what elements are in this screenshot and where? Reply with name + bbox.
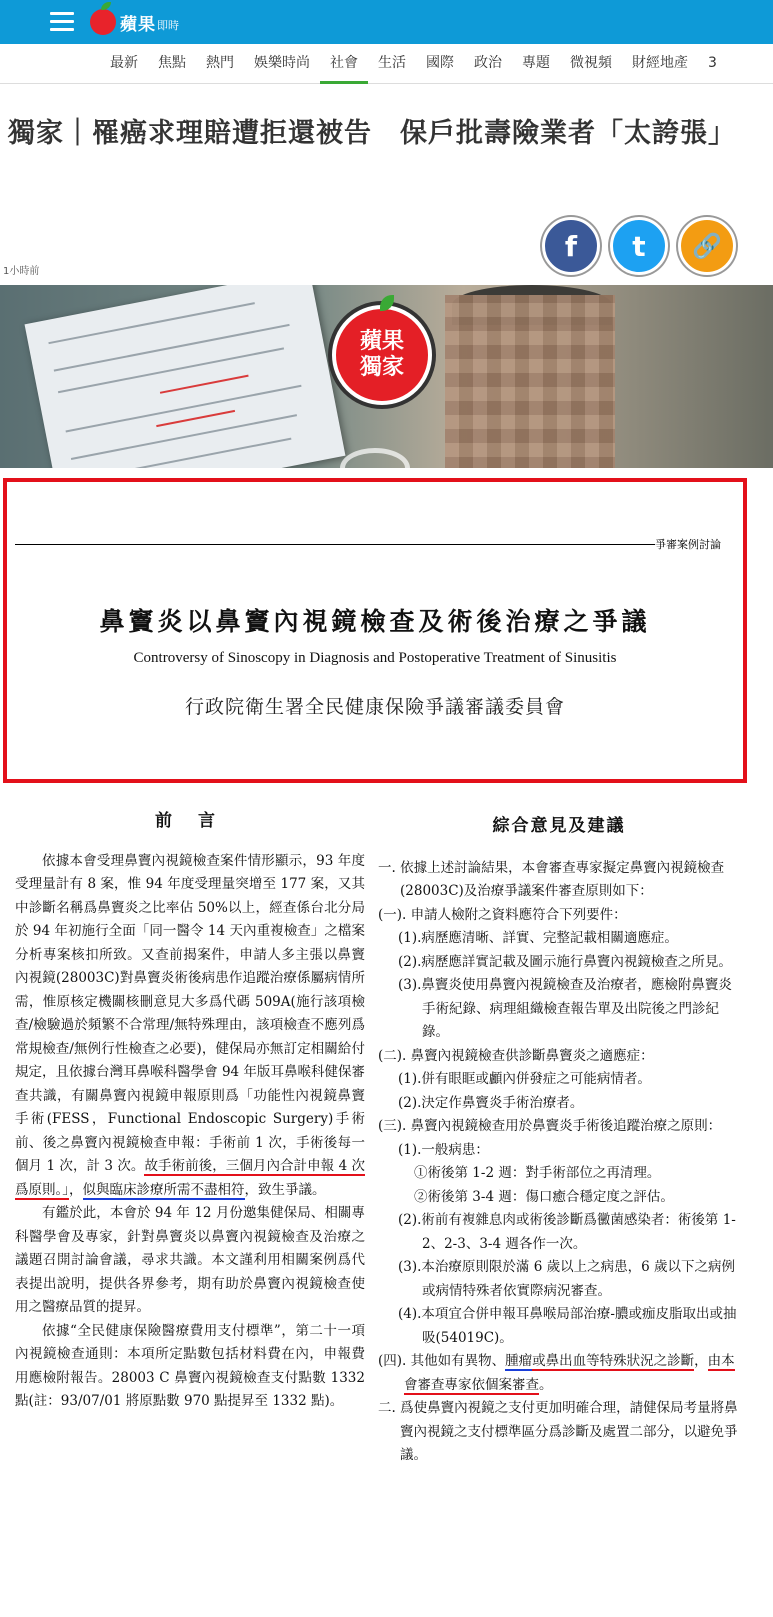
recommendation-item: ①術後第 1-2 週：對手術部位之再清理。 xyxy=(414,1165,661,1181)
header-rule xyxy=(15,544,655,545)
recommendation-item: 一. 依據上述討論結果，本會審查專家擬定鼻竇內視鏡檢查(28003C)及治療爭議案件審查原則如下： xyxy=(378,859,725,899)
highlight-red: 故手術前後，三個月內合計申報 4 次爲原則。」 xyxy=(15,1158,366,1198)
document-photo xyxy=(25,285,346,468)
recommendation-item: (3).鼻竇炎使用鼻竇內視鏡檢查及治療者，應檢附鼻竇炎手術紀錄、病理組織檢查報告單及出院後之門診紀錄。 xyxy=(398,977,732,1040)
preface-text: ， xyxy=(69,1181,83,1198)
site-logo[interactable] xyxy=(90,4,179,40)
hero-image[interactable] xyxy=(0,285,773,468)
facebook-icon: f xyxy=(564,229,578,263)
nav-item[interactable]: 娛樂時尚 xyxy=(254,55,310,71)
recommendation-item: (1).病歷應清晰、詳實、完整記載相關適應症。 xyxy=(398,930,678,946)
preface-text: ，致生爭議。 xyxy=(244,1181,326,1198)
document-title: 鼻竇炎以鼻竇內視鏡檢查及術後治療之爭議 xyxy=(99,607,651,636)
twitter-share-button[interactable] xyxy=(610,217,668,275)
recommendation-item: (一). 申請人檢附之資料應符合下列要件： xyxy=(378,906,627,923)
right-column xyxy=(378,815,740,1468)
recommendation-item: (2).病歷應詳實記載及圖示施行鼻竇內視鏡檢查之所見。 xyxy=(398,953,732,970)
preface-text: 依據本會受理鼻竇內視鏡檢查案件情形顯示，93 年度受理量計有 8 案，惟 94 年度受理量突增至 177 案，又其中診斷名稱爲鼻竇炎之比率佔 50%以上，經查係台北分局於 94 年初施行全面「同一醫令 14 天內重複檢查」之檔案分析專案核扣所致。又查前揭案件，申請人多主張以鼻竇內視鏡(28003C)對鼻竇炎術後病患作追蹤治療係屬病情所需，惟原核定機關核刪意見大多爲代碼 509A(施行該項檢查/檢驗過於頻繁不合常理/無特殊理由，該項檢查不應列爲常規檢查/無例行性檢查之必要)，健保局亦無訂定相關給付規定，且依據台灣耳鼻喉科醫學會 94 年版耳鼻喉科健保審查共識，有關鼻竇內視鏡申報原則爲「功能性內視鏡鼻竇手術(FESS，Functional Endoscopic Surgery)手術前、後之鼻竇內視鏡檢查申報：手術前 1 次，手術後每一個月 1 次，計 3 次。 xyxy=(15,852,365,1174)
document-author: 行政院衛生署全民健康保險爭議審議委員會 xyxy=(184,696,565,718)
nav-item[interactable]: 專題 xyxy=(522,55,550,71)
recommendation-item: (1).併有眼眶或顱內併發症之可能病情者。 xyxy=(398,1071,651,1087)
copy-link-button[interactable] xyxy=(678,217,736,275)
recommendation-item: (4).本項宜合併申報耳鼻喉局部治療-膿或痂皮脂取出或抽吸(54019C)。 xyxy=(398,1306,737,1346)
recommendation-list xyxy=(378,857,740,1351)
recommendation-item: (三). 鼻竇內視鏡檢查用於鼻竇炎手術後追蹤治療之原則： xyxy=(378,1118,722,1134)
nav-item[interactable]: 政治 xyxy=(474,55,502,71)
recommendation-item: 二. 爲使鼻竇內視鏡之支付更加明確合理，請健保局考量將鼻竇內視鏡之支付標準區分爲診斷及處置二部分，以避免爭議。 xyxy=(378,1400,738,1463)
recommendation-item: (3).本治療原則限於滿 6 歲以上之病患，6 歲以下之病例或病情特殊者依實際病況審查。 xyxy=(398,1259,735,1299)
recommendations-heading: 綜合意見及建議 xyxy=(492,816,626,836)
article-headline: 獨家｜罹癌求理賠遭拒還被告 保戶批壽險業者「太誇張」 xyxy=(8,118,736,149)
recommendation-item xyxy=(378,1350,740,1397)
nav-item[interactable]: 微視頻 xyxy=(570,55,612,71)
nav-item[interactable]: 財經地產 xyxy=(632,55,688,71)
badge-line-2: 獨家 xyxy=(359,355,404,380)
recommendation-item: ②術後第 3-4 週：傷口癒合穩定度之評估。 xyxy=(414,1188,674,1205)
nav-list xyxy=(100,44,727,84)
article-timestamp: 1小時前 xyxy=(3,266,40,277)
exclusive-badge xyxy=(332,305,432,405)
nav-item[interactable]: 社會 xyxy=(320,44,368,84)
badge-line-1: 蘋果 xyxy=(359,329,404,354)
nav-item[interactable]: 熱門 xyxy=(206,55,234,71)
menu-icon[interactable] xyxy=(50,12,74,32)
twitter-icon: t xyxy=(632,229,646,263)
left-column xyxy=(15,810,365,1414)
preface-paragraph-1 xyxy=(15,850,365,1203)
highlight-red: 由本會審查專家依個案審查 xyxy=(404,1353,735,1393)
top-bar xyxy=(0,0,773,44)
document-header-box xyxy=(3,478,747,783)
play-icon[interactable] xyxy=(340,448,410,468)
document-title-en: Controversy of Sinoscopy in Diagnosis and Postoperative Treatment of Sinusitis xyxy=(133,650,617,666)
highlight-blue: 腫瘤 xyxy=(505,1353,533,1369)
preface-heading: 前 言 xyxy=(155,811,225,831)
category-nav xyxy=(0,44,773,84)
logo-sub: 即時 xyxy=(157,18,179,32)
recommendation-item: (2).決定作鼻竇炎手術治療者。 xyxy=(398,1094,584,1111)
preface-paragraph-3: 依據“全民健康保險醫療費用支付標準”，第二十一項內視鏡檢查通則：本項所定點數包括材料費在內，申報費用應檢附報告。28003 C 鼻竇內視鏡檢查支付點數 1332 點(註：93/07/01 將原點數 970 點提昇至 1332 點)。 xyxy=(15,1322,365,1409)
item-text: (四). 其他如有異物、 xyxy=(378,1353,506,1369)
highlight-red: 或鼻出血等特殊狀況之診斷 xyxy=(532,1353,695,1369)
preface-paragraph-2: 有鑑於此，本會於 94 年 12 月份邀集健保局、相關專科醫學會及專家，針對鼻竇炎以鼻竇內視鏡檢查及治療之議題召開討論會議，尋求共識。本文謹利用相關案例爲代表提出說明，提供各界參考，期有助於鼻竇內視鏡檢查使用之醫療品質的提昇。 xyxy=(15,1205,365,1315)
nav-item[interactable]: 焦點 xyxy=(158,55,186,71)
link-icon: 🔗 xyxy=(692,232,722,260)
apple-logo-icon xyxy=(90,9,116,35)
series-label: 爭審案例討論 xyxy=(655,538,721,551)
recommendation-item: (2).術前有複雜息肉或術後診斷爲黴菌感染者：術後第 1-2、2-3、3-4 週各作一次。 xyxy=(398,1212,736,1252)
item-text: ， xyxy=(694,1353,708,1369)
nav-item[interactable]: 最新 xyxy=(110,55,138,71)
nav-item[interactable]: 國際 xyxy=(426,55,454,71)
nav-item[interactable]: 生活 xyxy=(378,55,406,71)
recommendation-item: (二). 鼻竇內視鏡檢查供診斷鼻竇炎之適應症： xyxy=(378,1047,654,1064)
facebook-share-button[interactable] xyxy=(542,217,600,275)
highlight-blue: 似與臨床診療所需不盡相符 xyxy=(82,1181,245,1198)
apple-leaf-icon xyxy=(380,295,394,311)
item-text: 。 xyxy=(539,1376,553,1393)
blurred-face xyxy=(445,295,615,468)
logo-text: 蘋果 xyxy=(120,14,156,35)
recommendation-item: (1).一般病患： xyxy=(398,1141,489,1158)
nav-item[interactable]: 3 xyxy=(708,55,717,71)
